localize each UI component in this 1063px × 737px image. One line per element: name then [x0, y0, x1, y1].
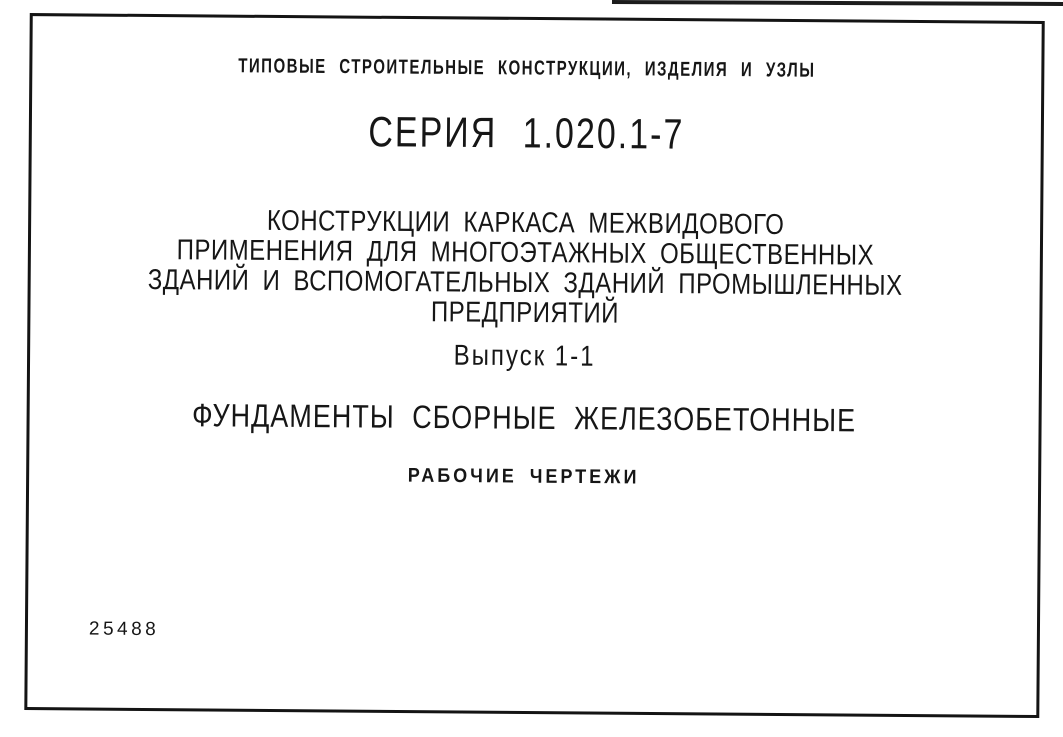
subject-line: КОНСТРУКЦИИ КАРКАСА МЕЖВИДОВОГО — [266, 204, 785, 242]
inventory-number: 25488 — [88, 618, 160, 641]
doc-type-label: РАБОЧИЕ ЧЕРТЕЖИ — [407, 464, 640, 488]
series-title: СЕРИЯ 1.020.1-7 — [368, 108, 685, 159]
header-line: ТИПОВЫЕ СТРОИТЕЛЬНЫЕ КОНСТРУКЦИИ, ИЗДЕЛИЯ И УЗЛЫ — [238, 54, 816, 83]
product-title: ФУНДАМЕНТЫ СБОРНЫЕ ЖЕЛЕЗОБЕТОННЫЕ — [191, 397, 857, 439]
subject-line: ЗДАНИЙ И ВСПОМОГАТЕЛЬНЫХ ЗДАНИЙ ПРОМЫШЛЕННЫХ — [147, 263, 903, 303]
subject-title — [0, 204, 1050, 332]
subject-line: ПРЕДПРИЯТИЙ — [430, 296, 620, 330]
subject-line: ПРИМЕНЕНИЯ ДЛЯ МНОГОЭТАЖНЫХ ОБЩЕСТВЕННЫХ — [176, 234, 875, 272]
issue-label: Выпуск 1-1 — [453, 339, 596, 373]
